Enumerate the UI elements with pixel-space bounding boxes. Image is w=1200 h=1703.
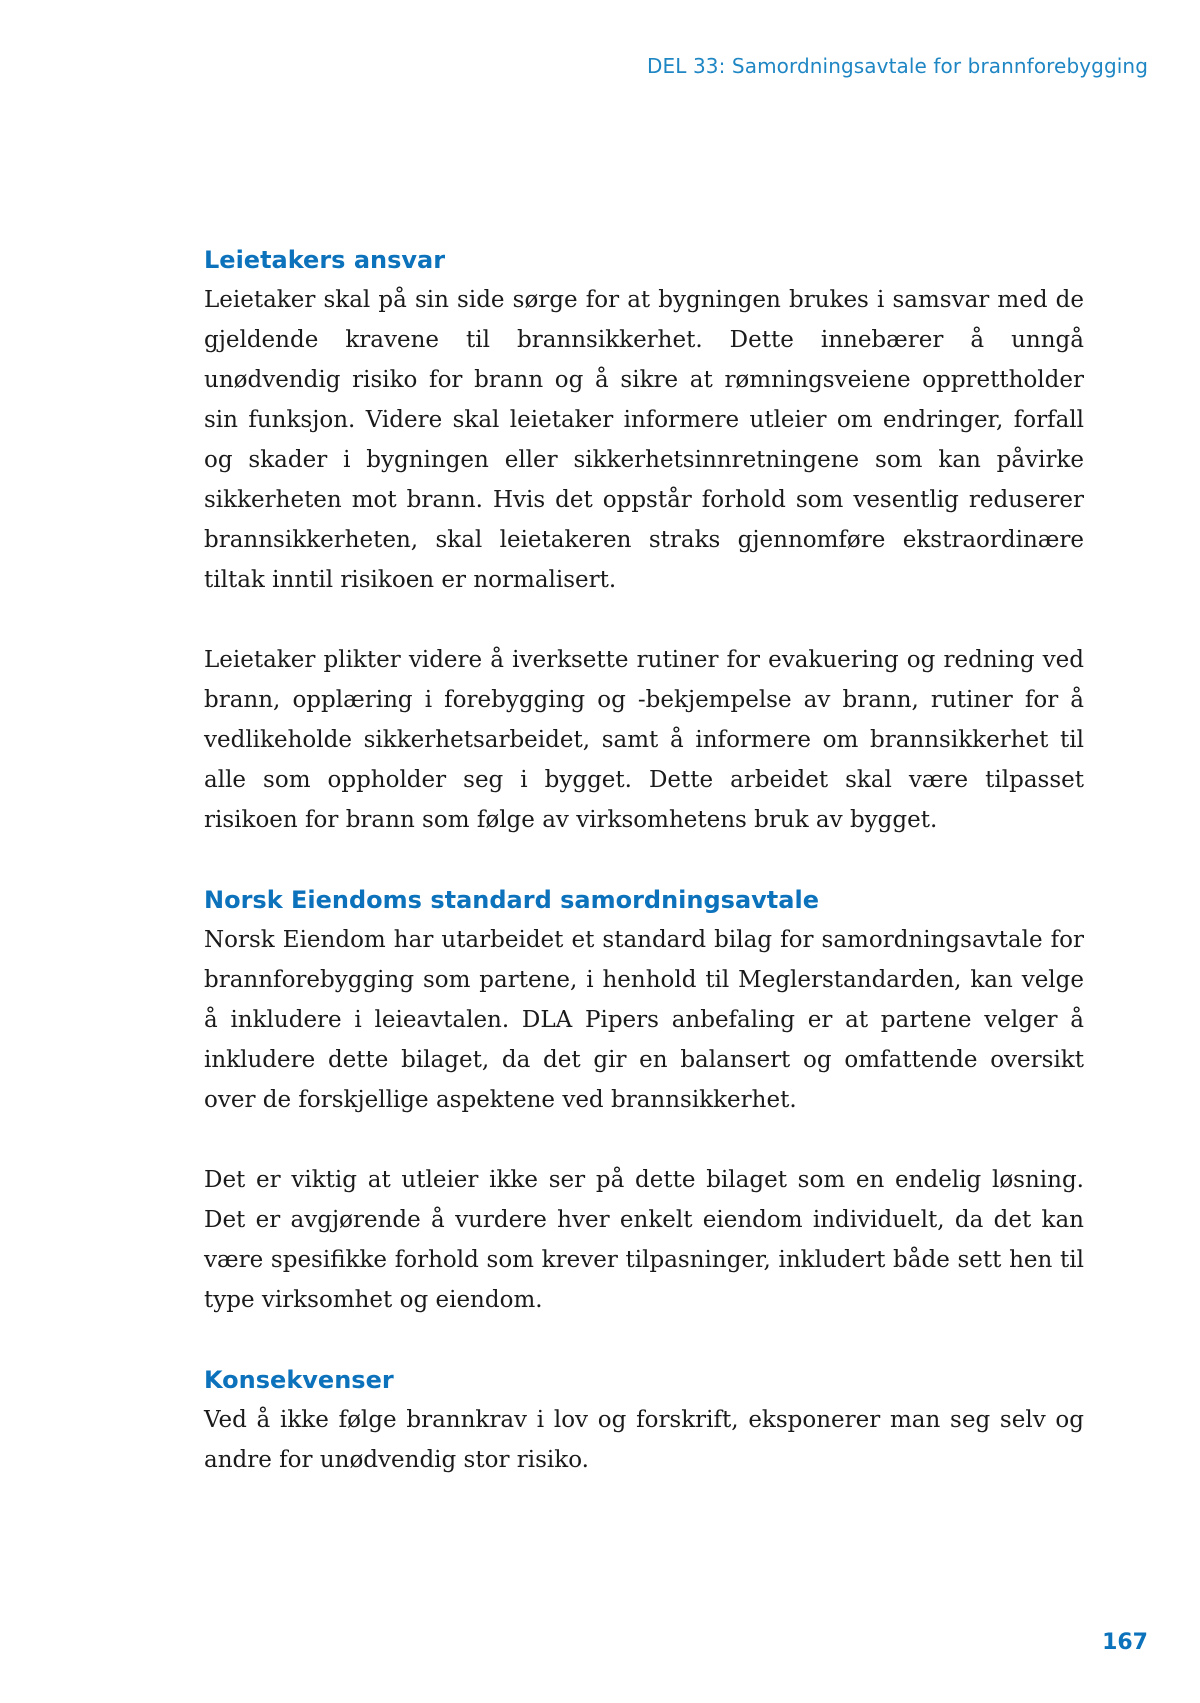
page-number: 167	[1102, 1630, 1148, 1655]
running-header: DEL 33: Samordningsavtale for brannforebygging	[647, 54, 1148, 78]
document-body	[204, 240, 1084, 1480]
section-heading-standard-samordningsavtale: Norsk Eiendoms standard samordningsavtale	[204, 886, 819, 914]
section-heading-leietakers-ansvar: Leietakers ansvar	[204, 246, 446, 274]
paragraph: Leietaker plikter videre å iverksette rutiner for evakuering og redning ved brann, opplæring i forebygging og -bekjempelse av brann, rutiner for å vedlikeholde sikkerhetsarbeidet, samt å informere om brannsikkerhet til alle som oppholder seg i bygget. Dette arbeidet skal være tilpasset risikoen for brann som følge av virksomhetens bruk av bygget.	[204, 647, 1084, 833]
paragraph: Norsk Eiendom har utarbeidet et standard bilag for samordningsavtale for brannforebygging som partene, i henhold til Meglerstandarden, kan velge å inkludere i leieavtalen. DLA Pipers anbefaling er at partene velger å inkludere dette bilaget, da det gir en balansert og omfattende oversikt over de forskjellige aspektene ved brannsikkerhet.	[204, 927, 1084, 1113]
paragraph: Det er viktig at utleier ikke ser på dette bilaget som en endelig løsning. Det er avgjørende å vurdere hver enkelt eiendom individuelt, da det kan være spesifikke forhold som krever tilpasninger, inkludert både sett hen til type virksomhet og eiendom.	[204, 1167, 1084, 1313]
section-heading-konsekvenser: Konsekvenser	[204, 1366, 394, 1394]
paragraph: Ved å ikke følge brannkrav i lov og forskrift, eksponerer man seg selv og andre for unødvendig stor risiko.	[204, 1407, 1084, 1473]
paragraph: Leietaker skal på sin side sørge for at bygningen brukes i samsvar med de gjeldende kravene til brannsikkerhet. Dette innebærer å unngå unødvendig risiko for brann og å sikre at rømningsveiene opprettholder sin funksjon. Videre skal leietaker informere utleier om endringer, forfall og skader i bygningen eller sikkerhetsinnretningene som kan påvirke sikkerheten mot brann. Hvis det oppstår forhold som vesentlig reduserer brannsikkerheten, skal leietakeren straks gjennomføre ekstraordinære tiltak inntil risikoen er normalisert.	[204, 287, 1084, 593]
